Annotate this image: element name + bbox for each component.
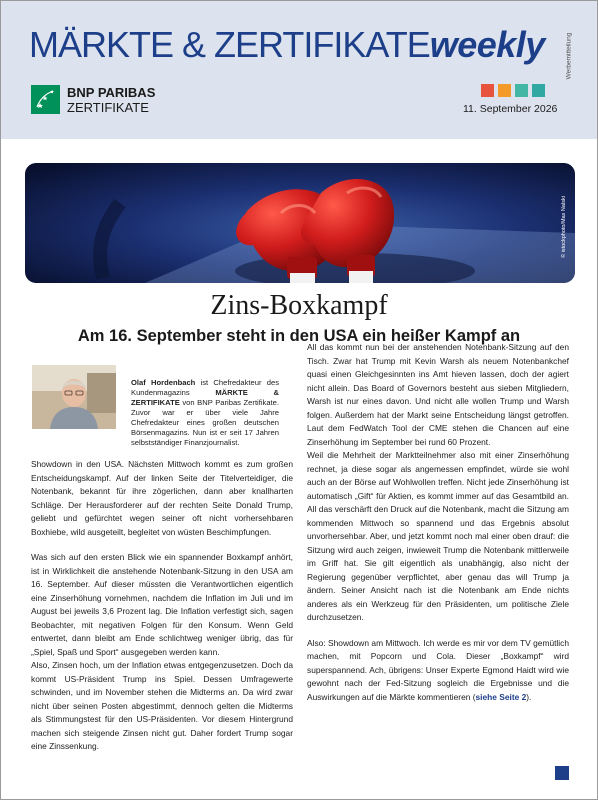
masthead-header <box>1 1 597 139</box>
color-square-3 <box>515 84 528 97</box>
masthead-weekly: weekly <box>429 24 545 65</box>
see-page-2-link[interactable]: siehe Seite 2 <box>475 691 527 702</box>
author-photo <box>32 365 116 429</box>
color-square-4 <box>532 84 545 97</box>
bnp-stars-logo-icon <box>31 85 60 114</box>
author-bio-magazine: MÄRKTE & ZERTIFIKATE <box>131 388 279 407</box>
paragraph: All das kommt nun bei der anstehenden Notenbank-Sitzung auf den Tisch. Zwar hat Trump mit Kevin Warsh als neuem Notenbankchef quasi einen Gleichgesinnten ins Amt hieven lassen, doch der agiert nicht allein. Das Board of Governors besteht aus sieben Mitgliedern, Warsh ist nur eines davon. Und nicht alle wollen Trump und Warsh folgen. Außerdem hat der Markt seine Entscheidung längst getroffen. Laut dem FedWatch Tool der CME stehen die Chancen auf eine Zinserhöhung im September bei rund 60 Prozent. <box>307 342 569 447</box>
side-label: Werbemitteilung <box>565 32 573 80</box>
article-title: Zins-Boxkampf <box>210 290 388 321</box>
logo-name: BNP PARIBAS <box>67 85 156 100</box>
issue-date: 11. September 2026 <box>463 103 558 115</box>
end-mark-square <box>555 766 569 780</box>
color-square-2 <box>498 84 511 97</box>
paragraph: Showdown in den USA. Nächsten Mittwoch kommt es zum großen Entscheidungskampf. Auf der linken Seite der Titelverteidiger, die Notenbank, bekannt für ihre zögerlichen, dann aber knallharten Schläge. Der Herausforderer auf der rechten Seite Donald Trump, geliebt und gefürchtet wegen seiner oft nicht vorhersehbaren Boxhiebe, wild ausgeteilt, begleitet von wüsten Beschimpfungen. <box>31 459 293 537</box>
masthead-main: MÄRKTE & ZERTIFIKATE <box>29 24 430 65</box>
paragraph: Weil die Mehrheit der Marktteilnehmer also mit einer Zinserhöhung rechnet, ja diese sogar als angemessen empfindet, würde sie wohl auch an der Börse auf Wohlwollen treffen. Nicht jede Zinserhöhung ist automatisch „Gift“ für Aktien, es kommt immer auf das Gesamtbild an. All das verschärft den Druck auf die Notenbank, macht die Sitzung am kommenden Mittwoch so spannend und das Ergebnis absolut unvorhersehbar. Aber, und jetzt kommt noch mal einer oben drauf: die Sitzung wird auch zeigen, inwieweit Trump die Notenbank mittlerweile im Griff hat. Sie gilt eigentlich als unabhängig, also nicht der Regierung gegenüber verpflichtet, aber genau das will Trump ja ändern. Seiner Ansicht nach ist die Notenbank am Ende nichts anderes als ein Werkzeug für den Präsidenten, um politische Ziele durchzusetzen. <box>307 450 569 622</box>
paragraph: Also, Zinsen hoch, um der Inflation etwas entgegenzusetzen. Doch da kommt US-Präsident Trump ins Spiel. Dessen Umfragewerte schwinden, und im November stehen die Midterms an. Da wird zwar nicht über seinen Posten abgestimmt, dennoch gelten die Midterms als Stimmungstest für den US-Präsidenten. Vor diesem Hintergrund machen sich steigende Zinsen nicht gut. Daher fordert Trump sogar eine Zinssenkung. <box>31 660 293 751</box>
right-column <box>307 341 569 704</box>
article-subtitle: Am 16. September steht in den USA ein heißer Kampf an <box>77 327 521 345</box>
hero-image <box>25 163 575 283</box>
logo-sub: ZERTIFIKATE <box>67 100 149 115</box>
color-square-1 <box>481 84 494 97</box>
author-bio: Olaf Hordenbach ist Chefredakteur des Kundenmagazins MÄRKTE & ZERTIFIKATE von BNP Paribas Zertifikate. Zuvor war er über viele Jahre Chefredakteur eines großen deutschen Börsenmagazins. Nun ist er seit 17 Jahren selbstständiger Finanzjournalist. <box>131 378 279 447</box>
closing-paragraph: Also: Showdown am Mittwoch. Ich werde es mir vor dem TV gemütlich machen, mit Popcorn und Cola. Dieser „Boxkampf“ wird superspannend. Ach, übrigens: Unser Experte Egmond Haidt wird wie gewohnt nach der Fed-Sitzung sogleich die Ergebnisse und die Auswirkungen auf die Märkte kommentieren (siehe Seite 2). <box>307 637 569 702</box>
author-name: Olaf Hordenbach <box>131 378 196 387</box>
masthead-title <box>29 23 545 67</box>
paragraph: Was sich auf den ersten Blick wie ein spannender Boxkampf anhört, ist in Wirklichkeit die anstehende Notenbank-Sitzung in den USA am 16. September. Auf dieser müssten die Verantwortlichen eigentlich eine Zinserhöhung vornehmen, nachdem die Inflation im Juli und im August bei jeweils 3,6 Prozent lag. Die Inflation verfestigt sich, sagen Beobachter, mit negativen Folgen für den Konsum. Wenn Geld entwertet, dann bleibt am Ende schlichtweg weniger übrig, das für „Spiel, Spaß und Sport“ ausgegeben werden kann. <box>31 552 293 657</box>
left-column <box>31 458 293 754</box>
photo-credit: © istockphoto/Max Nalski <box>561 196 567 258</box>
